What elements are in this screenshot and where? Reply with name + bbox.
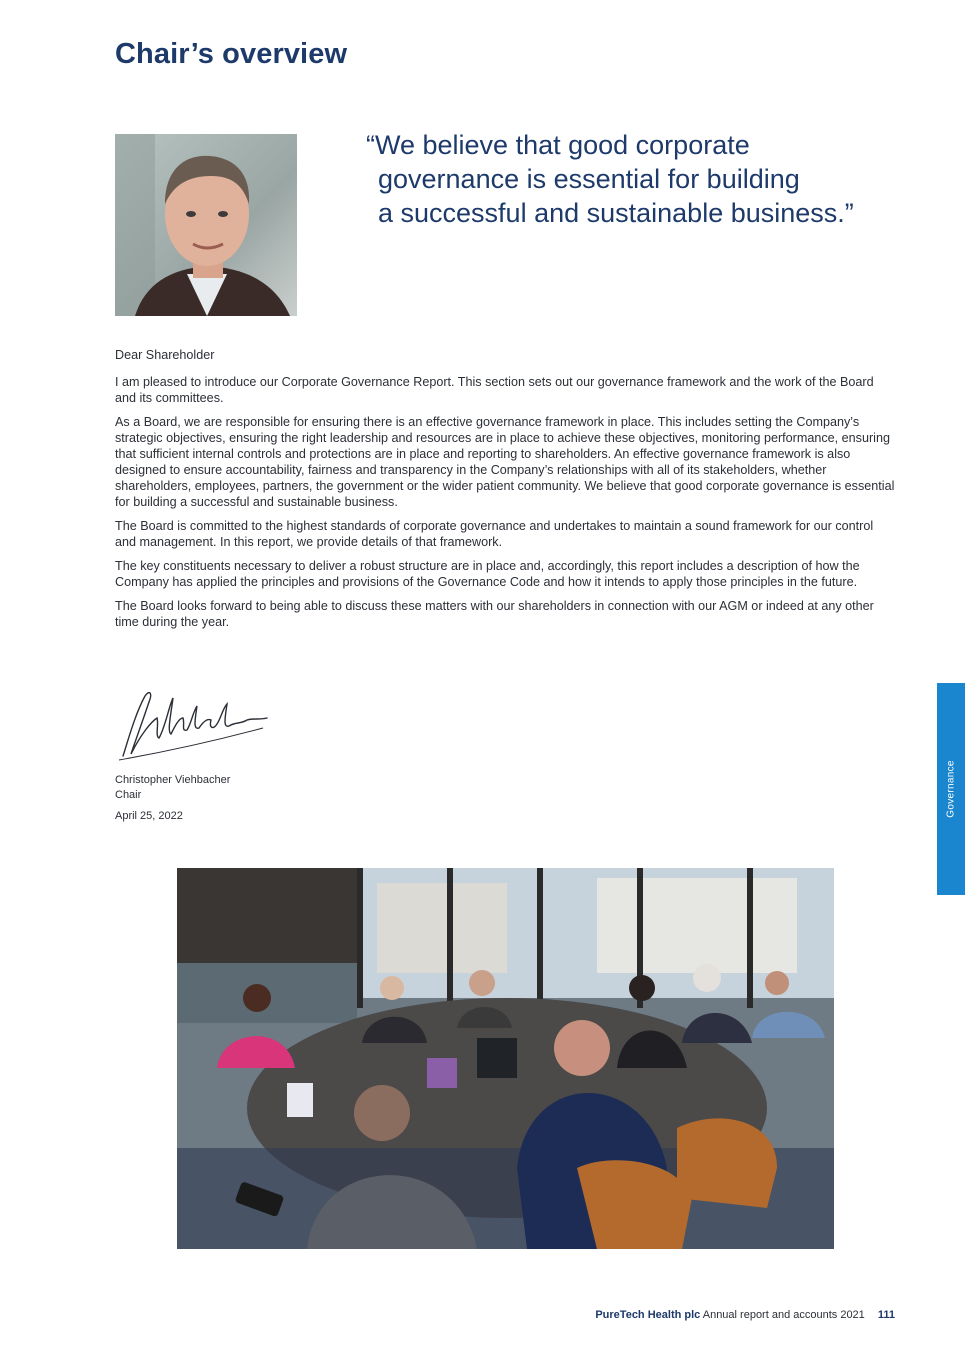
footer-report-title: Annual report and accounts 2021: [702, 1309, 865, 1321]
paragraph-5: The Board looks forward to being able to discuss these matters with our shareholders in connection with our AGM or indeed at any other time during the year.: [115, 599, 874, 629]
pull-quote: [366, 128, 886, 230]
board-meeting-photo: [177, 868, 834, 1249]
pull-quote-line-3: a successful and sustainable business.”: [378, 198, 854, 228]
signer-role: Chair: [115, 789, 142, 801]
signoff: [115, 773, 230, 803]
page-number: 111: [877, 1309, 895, 1321]
page-footer: [595, 1309, 895, 1321]
section-tab-label: Governance: [945, 760, 957, 818]
footer-company: PureTech Health plc: [595, 1309, 701, 1321]
pull-quote-line-1: “We believe that good corporate: [366, 130, 750, 160]
paragraph-1: I am pleased to introduce our Corporate Governance Report. This section sets out our governance framework and the work of the Board and its committees.: [115, 375, 874, 405]
handwritten-signature: [113, 684, 273, 764]
letter-body: [115, 347, 897, 638]
chair-portrait-photo: [115, 134, 297, 316]
signer-name: Christopher Viehbacher: [115, 774, 231, 786]
paragraph-4: The key constituents necessary to deliver a robust structure are in place and, accordingly, this report includes a description of how the Company has applied the principles and provisions of the Governance Code and how it intends to apply those principles in the future.: [115, 559, 860, 589]
pull-quote-line-2: governance is essential for building: [378, 164, 800, 194]
page-title: Chair’s overview: [115, 38, 348, 70]
salutation: Dear Shareholder: [115, 348, 215, 362]
paragraph-2: As a Board, we are responsible for ensuring there is an effective governance framework in place. This includes setting the Company’s strategic objectives, ensuring the right leadership and resources are in place to achieve these objectives, monitoring performance, ensuring that sufficient internal controls and protections are in place and reporting to shareholders. An effective governance framework is also designed to ensure accountability, fairness and transparency in the Company’s relationships with all of its stakeholders, whether shareholders, employees, partners, the government or the wider patient community. We believe that good corporate governance is essential for building a successful and sustainable business.: [115, 415, 895, 509]
letter-date: April 25, 2022: [115, 810, 183, 822]
section-tab: [937, 683, 965, 895]
paragraph-3: The Board is committed to the highest standards of corporate governance and undertakes to maintain a sound framework for our control and management. In this report, we provide details of that framework.: [115, 519, 874, 549]
